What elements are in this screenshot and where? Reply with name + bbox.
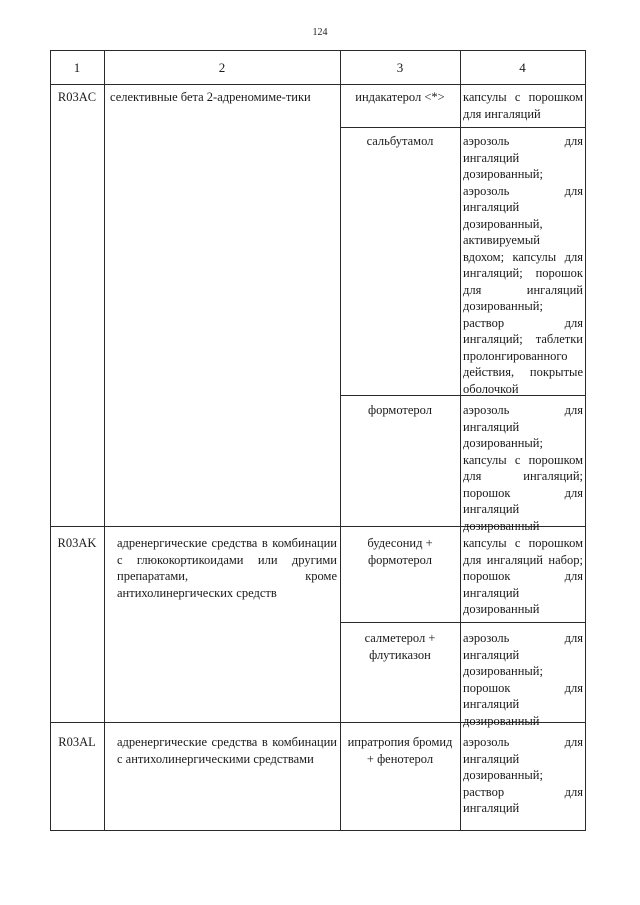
dosage-forms: капсулы с порошком для ингаляций набор; порошок для ингаляций дозированный bbox=[463, 536, 583, 616]
group-description: селективные бета 2-адреномиме-тики bbox=[110, 90, 311, 104]
drug-name: формотерол bbox=[368, 403, 432, 417]
dosage-forms: аэрозоль для ингаляций дозированный; порошок для ингаляций дозированный bbox=[463, 631, 583, 728]
table-rule bbox=[50, 830, 585, 831]
table-rule bbox=[340, 50, 341, 831]
table-rule bbox=[50, 84, 585, 85]
page-number: 124 bbox=[312, 27, 328, 38]
table-rule bbox=[460, 50, 461, 831]
atc-code: R03AK bbox=[57, 536, 97, 550]
drug-name: будесонид + формотерол bbox=[367, 536, 433, 567]
table-rule bbox=[50, 50, 585, 51]
column-header: 1 bbox=[73, 60, 81, 75]
dosage-forms: аэрозоль для ингаляций дозированный; аэрозоль для ингаляций дозированный, активируемый вдохом; капсулы для ингаляций; порошок для ингаляций дозированный; раствор для ингаляций; таблетки пролонгированного действия, покрытые оболочкой bbox=[463, 134, 583, 396]
table-rule bbox=[585, 50, 586, 831]
drug-name: ипратропия бромид + фенотерол bbox=[347, 735, 453, 766]
drug-name: салметерол + флутиказон bbox=[364, 631, 436, 662]
table-rule bbox=[340, 622, 585, 623]
table-rule bbox=[340, 127, 585, 128]
atc-code: R03AL bbox=[58, 735, 96, 749]
column-header: 4 bbox=[519, 60, 526, 75]
table-rule bbox=[104, 50, 105, 831]
dosage-forms: аэрозоль для ингаляций дозированный; капсулы с порошком для ингаляций; порошок для ингаляций дозированный bbox=[463, 403, 583, 533]
drug-name: сальбутамол bbox=[366, 134, 434, 148]
column-header: 2 bbox=[218, 60, 226, 75]
table-rule bbox=[50, 50, 51, 831]
group-description: адренергические средства в комбинации с глюкокортикоидами или другими препаратами, кроме антихолинергических средств bbox=[117, 536, 337, 600]
column-header: 3 bbox=[396, 60, 404, 75]
group-description: адренергические средства в комбинации с антихолинергическими средствами bbox=[117, 735, 337, 766]
atc-code: R03AC bbox=[57, 90, 97, 104]
dosage-forms: аэрозоль для ингаляций дозированный; раствор для ингаляций bbox=[463, 735, 583, 815]
dosage-forms: капсулы с порошком для ингаляций bbox=[463, 90, 583, 121]
drug-name: индакатерол <*> bbox=[355, 90, 445, 104]
